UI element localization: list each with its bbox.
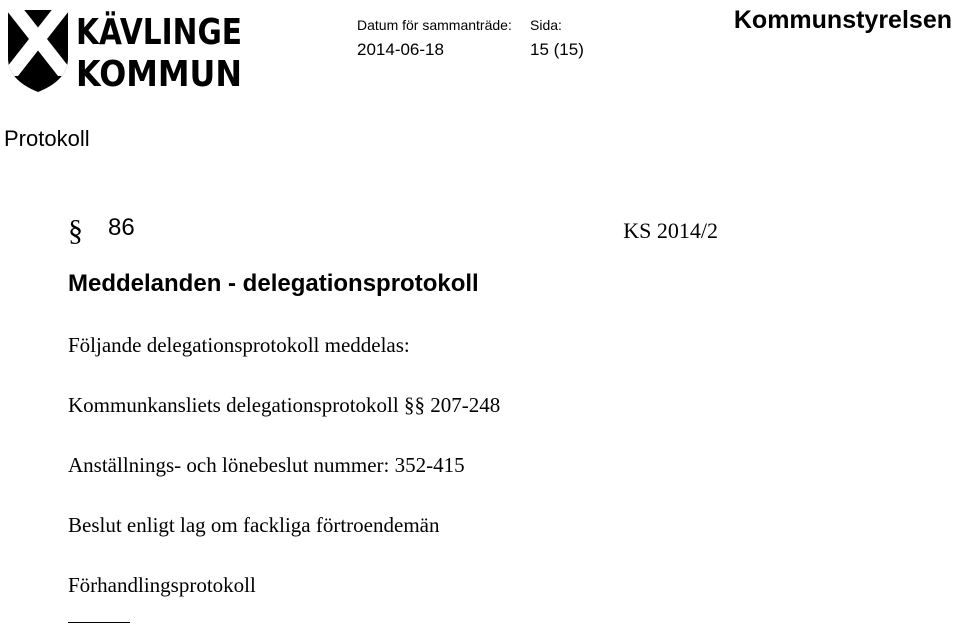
coat-of-arms-icon	[4, 4, 278, 95]
page-label: Sida:	[530, 17, 562, 33]
page-value: 15 (15)	[530, 40, 584, 59]
section-heading: Meddelanden - delegationsprotokoll	[68, 270, 479, 297]
body-line-kommunkansliet: Kommunkansliets delegationsprotokoll §§ 207-248	[68, 393, 501, 417]
body-line-forhandling: Förhandlingsprotokoll	[68, 573, 256, 597]
kommun-logo	[4, 4, 278, 95]
body-line-fackliga: Beslut enligt lag om fackliga förtroendemän	[68, 513, 440, 537]
case-number: KS 2014/2	[623, 218, 718, 243]
body-line-anstallning: Anställnings- och lönebeslut nummer: 352-415	[68, 453, 465, 477]
meeting-date-label: Datum för sammanträde:	[357, 17, 512, 33]
document-type: Protokoll	[4, 126, 90, 151]
organization-name: Kommunstyrelsen	[733, 6, 952, 34]
logo-text-line1: KÄVLINGE	[76, 12, 278, 53]
closing-rule	[68, 622, 130, 623]
body-line-intro: Följande delegationsprotokoll meddelas:	[68, 333, 410, 357]
paragraph-symbol: §	[68, 214, 83, 247]
paragraph-row	[68, 210, 718, 250]
meeting-date-value: 2014-06-18	[357, 40, 444, 59]
paragraph-number: 86	[108, 214, 135, 241]
logo-text-line2: KOMMUN	[76, 54, 242, 95]
